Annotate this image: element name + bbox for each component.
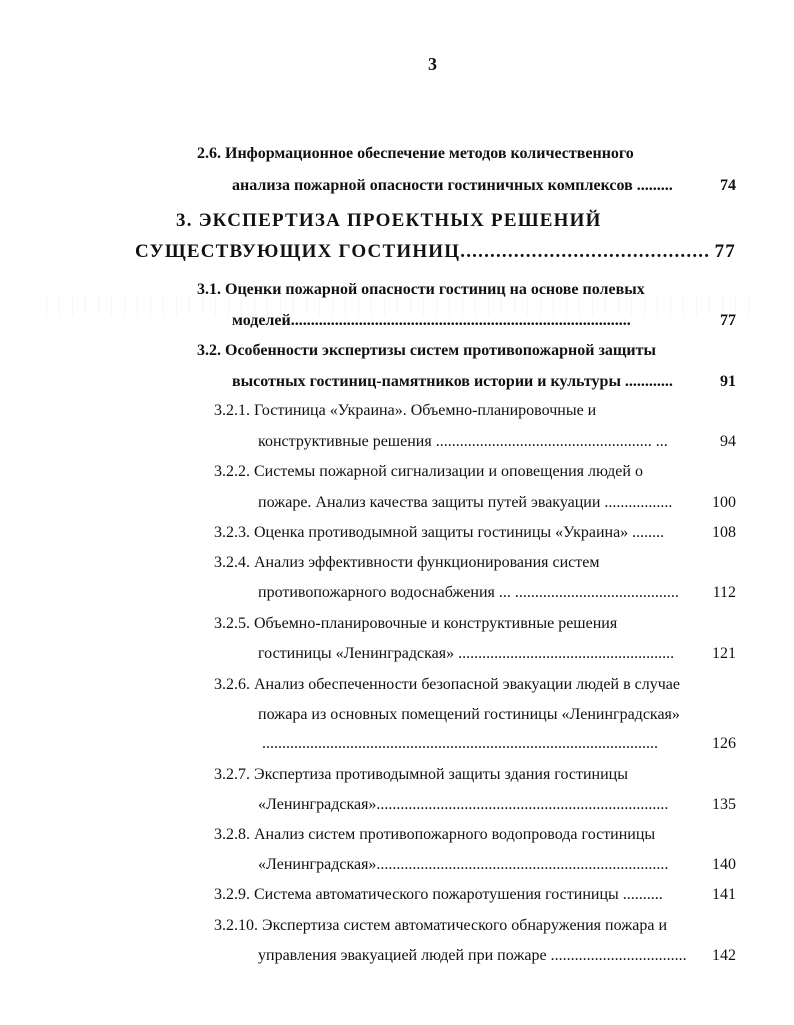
toc-entry-3-2-2-page: 100 xyxy=(712,494,736,511)
toc-entry-3-2-5-page: 121 xyxy=(712,645,736,662)
toc-chapter-3-line2: СУЩЕСТВУЮЩИХ ГОСТИНИЦ.......................................... xyxy=(135,241,711,262)
toc-entry-3-2-7-page: 135 xyxy=(712,796,736,813)
toc-entry-3-1-line1: 3.1. Оценки пожарной опасности гостиниц на основе полевых xyxy=(197,281,645,298)
toc-entry-3-2-line1: 3.2. Особенности экспертизы систем противопожарной защиты xyxy=(197,342,656,359)
toc-entry-2-6-line2: анализа пожарной опасности гостиничных комплексов ......... xyxy=(232,177,673,194)
toc-chapter-3-page: 77 xyxy=(714,241,736,262)
toc-entry-3-2-6-page: 126 xyxy=(712,735,736,752)
toc-entry-3-2-5-line1: 3.2.5. Объемно-планировочные и конструктивные решения xyxy=(214,615,618,632)
toc-entry-3-2-3-line1: 3.2.3. Оценка противодымной защиты гостиницы «Украина» ........ xyxy=(214,524,665,541)
toc-entry-3-2-1-line2: конструктивные решения ...................................................... ... xyxy=(258,433,668,450)
toc-entry-3-2-10-line2: управления эвакуацией людей при пожаре .................................. xyxy=(258,947,687,964)
toc-entry-3-1-line2: моделей..................................................................................... xyxy=(232,312,631,329)
toc-entry-3-2-1-page: 94 xyxy=(720,433,736,450)
toc-entry-3-2-page: 91 xyxy=(720,373,736,390)
toc-entry-3-2-4-line2: противопожарного водоснабжения ... ......................................... xyxy=(258,584,679,601)
toc-chapter-3-line1: 3. ЭКСПЕРТИЗА ПРОЕКТНЫХ РЕШЕНИЙ xyxy=(176,210,602,231)
page-number: 3 xyxy=(428,54,437,74)
toc-entry-3-2-8-page: 140 xyxy=(712,856,736,873)
toc-entry-3-1-page: 77 xyxy=(720,312,736,329)
toc-entry-3-2-3-page: 108 xyxy=(712,524,736,541)
toc-entry-3-2-8-line2: «Ленинградская»......................................................................... xyxy=(258,856,669,873)
toc-entry-3-2-4-line1: 3.2.4. Анализ эффективности функционирования систем xyxy=(214,554,600,571)
toc-entry-3-2-6-line1: 3.2.6. Анализ обеспеченности безопасной эвакуации людей в случае xyxy=(214,676,680,693)
toc-entry-3-2-9-page: 141 xyxy=(712,886,736,903)
toc-entry-3-2-10-page: 142 xyxy=(712,947,736,964)
toc-entry-3-2-5-line2: гостиницы «Ленинградская» ...................................................... xyxy=(258,645,675,662)
toc-entry-3-2-9-line1: 3.2.9. Система автоматического пожаротушения гостиницы .......... xyxy=(214,886,663,903)
toc-entry-3-2-10-line1: 3.2.10. Экспертиза систем автоматического обнаружения пожара и xyxy=(214,917,668,934)
toc-entry-3-2-6-line3: ................................................................................................... xyxy=(262,735,658,752)
toc-entry-3-2-line2: высотных гостиниц-памятников истории и культуры ............ xyxy=(232,373,673,390)
toc-entry-3-2-4-page: 112 xyxy=(712,584,736,601)
toc-entry-2-6-page: 74 xyxy=(720,177,736,194)
toc-entry-3-2-8-line1: 3.2.8. Анализ систем противопожарного водопровода гостиницы xyxy=(214,826,656,843)
toc-entry-3-2-7-line1: 3.2.7. Экспертиза противодымной защиты здания гостиницы xyxy=(214,766,628,783)
toc-entry-3-2-1-line1: 3.2.1. Гостиница «Украина». Объемно-планировочные и xyxy=(214,402,597,419)
toc-entry-3-2-2-line2: пожаре. Анализ качества защиты путей эвакуации ................. xyxy=(258,494,673,511)
toc-entry-2-6-line1: 2.6. Информационное обеспечение методов количественного xyxy=(197,145,634,162)
toc-entry-3-2-2-line1: 3.2.2. Системы пожарной сигнализации и оповещения людей о xyxy=(214,463,643,480)
toc-entry-3-2-7-line2: «Ленинградская»......................................................................... xyxy=(258,796,669,813)
toc-entry-3-2-6-line2: пожара из основных помещений гостиницы «Ленинградская» xyxy=(258,706,680,723)
